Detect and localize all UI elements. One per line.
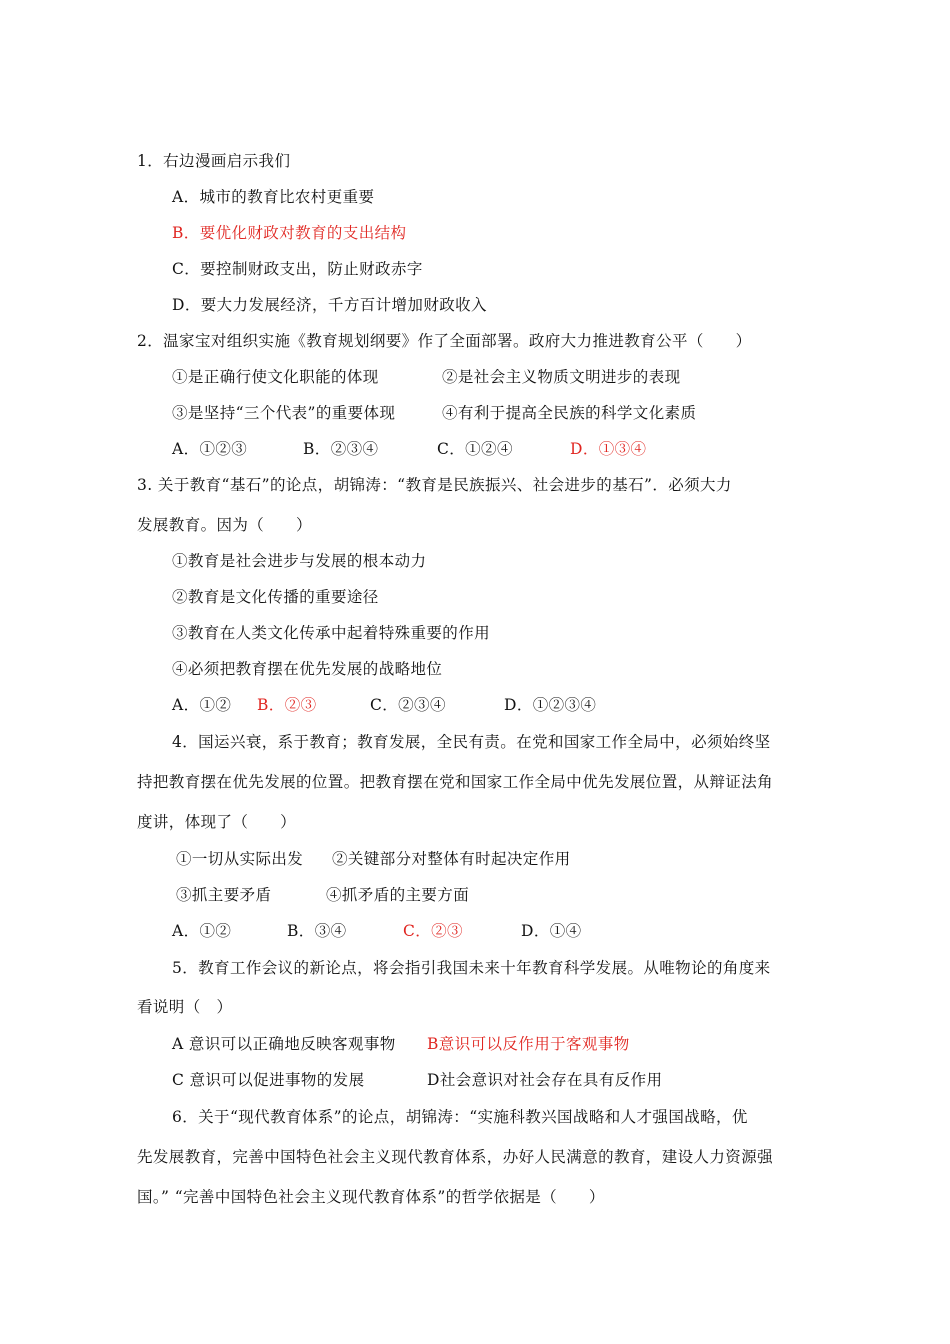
q5-option-c: C 意识可以促进事物的发展 xyxy=(172,1071,365,1089)
q4-option-d: D．①④ xyxy=(521,922,582,940)
q4-statement-2: ②关键部分对整体有时起决定作用 xyxy=(332,850,571,868)
q1-stem: 1．右边漫画启示我们 xyxy=(137,152,291,170)
q4-statement-4: ④抓矛盾的主要方面 xyxy=(326,886,470,904)
q2-statement-1: ①是正确行使文化职能的体现 xyxy=(172,368,379,386)
q2-stem: 2．温家宝对组织实施《教育规划纲要》作了全面部署。政府大力推进教育公平（ ） xyxy=(137,332,752,350)
q3-statement-4: ④必须把教育摆在优先发展的战略地位 xyxy=(172,660,443,678)
q1-option-a: A．城市的教育比农村更重要 xyxy=(172,188,375,206)
q3-statement-2: ②教育是文化传播的重要途径 xyxy=(172,588,379,606)
q3-option-a: A．①② xyxy=(172,696,232,714)
q1-option-c: C．要控制财政支出，防止财政赤字 xyxy=(172,260,423,278)
q5-stem-line1: 5．教育工作会议的新论点，将会指引我国未来十年教育科学发展。从唯物论的角度来 xyxy=(172,959,771,977)
q6-stem-line3: 国。” “完善中国特色社会主义现代教育体系”的哲学依据是（ ） xyxy=(137,1188,605,1206)
q4-stem-line1: 4．国运兴衰，系于教育；教育发展，全民有责。在党和国家工作全局中，必须始终坚 xyxy=(172,733,771,751)
q4-option-c-answer: C．②③ xyxy=(403,922,463,940)
q4-stem-line3: 度讲，体现了（ ） xyxy=(137,813,297,831)
q5-option-d: D社会意识对社会存在具有反作用 xyxy=(427,1071,663,1089)
q6-stem-line2: 先发展教育，完善中国特色社会主义现代教育体系，办好人民满意的教育，建设人力资源强 xyxy=(137,1148,774,1166)
q4-option-a: A．①② xyxy=(172,922,232,940)
q3-statement-3: ③教育在人类文化传承中起着特殊重要的作用 xyxy=(172,624,491,642)
q3-option-b-answer: B．②③ xyxy=(257,696,317,714)
q3-statement-1: ①教育是社会进步与发展的根本动力 xyxy=(172,552,427,570)
q3-stem-line1: 3. 关于教育“基石”的论点，胡锦涛：“教育是民族振兴、社会进步的基石”．必须大力 xyxy=(137,476,732,494)
q3-option-c: C．②③④ xyxy=(370,696,446,714)
q2-statement-4: ④有利于提高全民族的科学文化素质 xyxy=(442,404,697,422)
q2-statement-3: ③是坚持“三个代表”的重要体现 xyxy=(172,404,396,422)
q4-statement-3: ③抓主要矛盾 xyxy=(176,886,272,904)
q2-statement-2: ②是社会主义物质文明进步的表现 xyxy=(442,368,681,386)
q2-option-a: A．①②③ xyxy=(172,440,248,458)
q1-option-d: D．要大力发展经济，千方百计增加财政收入 xyxy=(172,296,487,314)
q2-option-c: C．①②④ xyxy=(437,440,513,458)
q5-option-a: A 意识可以正确地反映客观事物 xyxy=(172,1035,396,1053)
q4-statement-1: ①一切从实际出发 xyxy=(176,850,304,868)
q6-stem-line1: 6．关于“现代教育体系”的论点，胡锦涛：“实施科教兴国战略和人才强国战略，优 xyxy=(172,1108,748,1126)
q3-option-d: D．①②③④ xyxy=(504,696,597,714)
q2-option-d-answer: D．①③④ xyxy=(570,440,647,458)
q4-stem-line2: 持把教育摆在优先发展的位置。把教育摆在党和国家工作全局中优先发展位置，从辩证法角 xyxy=(137,773,774,791)
q4-option-b: B．③④ xyxy=(287,922,347,940)
q5-stem-line2: 看说明（ ） xyxy=(137,998,233,1016)
q3-stem-line2: 发展教育。因为（ ） xyxy=(137,516,312,534)
q1-option-b-answer: B．要优化财政对教育的支出结构 xyxy=(172,224,407,242)
q5-option-b-answer: B意识可以反作用于客观事物 xyxy=(427,1035,630,1053)
q2-option-b: B．②③④ xyxy=(303,440,379,458)
